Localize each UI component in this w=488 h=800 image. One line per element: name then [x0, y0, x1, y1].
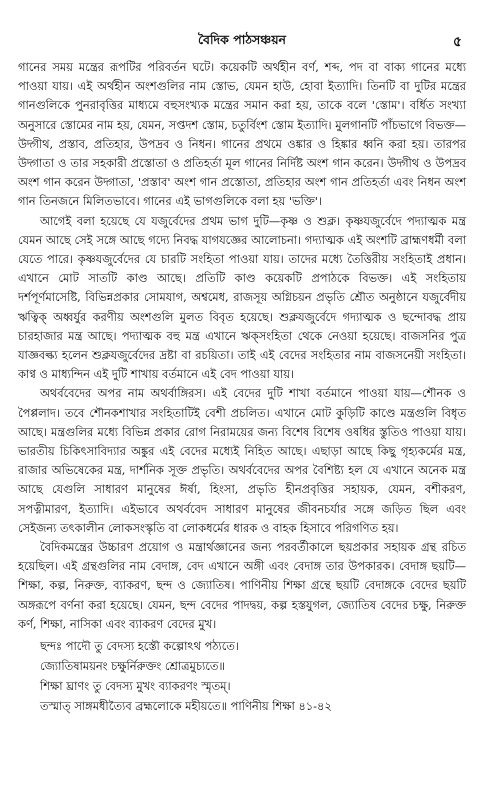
paragraph-vedanga: বৈদিকমন্ত্রের উচ্চারণ প্রয়োগ ও মন্ত্রার্থজ্ঞানের জন্য পরবর্তীকালে ছয়প্রকার সহায়ক গ্রন্থ রচিত হয়েছিল। এই গ্রন্থগুলির নাম বেদাঙ্গ, বেদ এখানে অঙ্গী এবং বেদাঙ্গ তার উপকারক। বেদাঙ্গ ছয়টি—শিক্ষা, কল্প, নিরুক্ত, ব্যাকরণ, ছন্দ ও জ্যোতিষ। পাণিনীয় শিক্ষা গ্রন্থে ছয়টি বেদাঙ্গকে বেদের ছয়টি অঙ্গরূপে বর্ণনা করা হয়েছে। যেমন, ছন্দ বেদের পাদদ্বয়, কল্প হস্তযুগল, জ্যোতিষ বেদের চক্ষু, নিরুক্ত কর্ণ, শিক্ষা, নাসিকা এবং ব্যাকরণ বেদের মুখ। — [18, 540, 466, 631]
paragraph-atharvaveda: অথর্ববেদের অপর নাম অথর্বাঙ্গিরস। এই বেদের দুটি শাখা বর্তমানে পাওয়া যায়—শৌনক ও পৈপ্পলাদ। তবে শৌনকশাখার সংহিতাটিই বেশী প্রচলিত। এখানে মোট কুড়িটি কাণ্ডে মন্ত্রগুলি বিধৃত আছে। মন্ত্রগুলির মধ্যে বিভিন্ন প্রকার রোগ নিরাময়ের জন্য বিশেষ বিশেষ ওষধির স্তুতিও পাওয়া যায়। ভারতীয় চিকিৎসাবিদ্যার অঙ্কুর এই বেদের মধ্যেই নিহিত আছে। এছাড়া আছে কিছু গৃহ্যকর্মের মন্ত্র, রাজার অভিষেকের মন্ত্র, দার্শনিক সূক্ত প্রভৃতি। অথর্ববেদের অপর বৈশিষ্ট্য হল যে এখানে অনেক মন্ত্র আছে যেগুলি সাধারণ মানুষের ঈর্ষা, হিংসা, প্রভৃতি হীনপ্রবৃত্তির সহায়ক, যেমন, বশীকরণ, সপত্নীমারণ, ইত্যাদি। এইভাবে অথর্ববেদ সাধারণ মানুষের জীবনচর্যার সঙ্গে জড়িত ছিল এবং সেইজন্য তৎকালীন লোকসংস্কৃতি বা লোকধর্মের ধারক ও বাহক হিসাবে পরিগণিত হয়। — [18, 386, 466, 535]
verse-line-with-citation: তস্মাত্ সাঙ্গমধীত্যৈব ব্রহ্মলোকে মহীয়তে॥ পাণিনীয় শিক্ষা ৪১-৪২ — [40, 699, 332, 714]
paragraph-saman-chant: গানের সময় মন্ত্রের রূপটির পরিবর্তন ঘটে। কয়েকটি অর্থহীন বর্ণ, শব্দ, পদ বা বাক্য গানের মধ্যে পাওয়া যায়। এই অর্থহীন অংশগুলির নাম স্তোভ, যেমন হাউ, হোবা ইত্যাদি। তিনটি বা দুটির মন্ত্রের গানগুলিকে পুনরাবৃত্তির মাধ্যমে বহুসংখ্যক মন্ত্রের সমান করা হয়, তাকে বলে 'স্তোম'। বর্ধিত সংখ্যা অনুসারে স্তোমের নাম হয়, যেমন, সপ্তদশ স্তোম, চতুর্বিংশ স্তোম ইত্যাদি। মুলগানটি পাঁচভাগে বিভক্ত—উদ্গীথ, প্রস্তাব, প্রতিহার, উপদ্রব ও নিধন। গানের প্রথমে ওঙ্কার ও হিঙ্কার ধ্বনি করা হয়। তারপর উদ্গাতা ও তার সহকারী প্রস্তোতা ও প্রতিহর্তা মূল গানের নির্দিষ্ট অংশ গান করেন। উদ্গীথ ও উপদ্রব অংশ গান করেন উদ্গাতা, 'প্রস্তাব' অংশ গান প্রস্তোতা, প্রতিহার অংশ গান প্রতিহর্তা এবং নিধন অংশ গান তিনজনে মিলিতভাবে। গানের এই ভাগগুলিকে বলা হয় 'ভক্তি'। — [18, 60, 466, 209]
sanskrit-verse-block — [18, 636, 466, 716]
page-number: ৫ — [452, 34, 462, 50]
verse-line: ছন্দঃ পাদৌ তু বেদস্য হস্তৌ কল্পোঽথ পঠ্যতে। — [40, 639, 239, 654]
verse-line: জ্যোতিষাময়নং চক্ষুর্নিরুক্তং শ্রোত্রমুচ্যতে॥ — [40, 659, 225, 674]
running-head: বৈদিক পাঠসঞ্চয়ন — [197, 32, 287, 47]
paragraph-yajurveda: আগেই বলা হয়েছে যে যজুর্বেদের প্রথম ভাগ দুটি—কৃষ্ণ ও শুক্ল। কৃষ্ণযজুর্বেদে পদ্যাত্মক মন্ত্র যেমন আছে সেই সঙ্গে আছে গদ্যে নিবদ্ধ যাগযজ্ঞের আলোচনা। গদ্যাত্মক এই অংশটি ব্রাহ্মণধর্মী বলা যেতে পারে। কৃষ্ণযজুর্বেদের যে চারটি সংহিতা পাওয়া যায়। তাদের মধ্যে তৈত্তিরীয় সংহিতাই প্রধান। এখানে মোট সাতটি কাণ্ড আছে। প্রতিটি কাণ্ড কয়েকটি প্রপাঠকে বিভক্ত। এই সংহিতায় দর্শপূর্ণমাসেষ্টি, বিভিন্নপ্রকার সোমযাগ, অশ্বমেধ, রাজসূয় অগ্নিচয়ন প্রভৃতি শ্রৌত অনুষ্ঠানে যজুর্বেদীয় ঋত্বিক্ অধ্বর্যুর করণীয় অংশগুলি মুলত বিবৃত হয়েছে। শুক্লযজুর্বেদে গদ্যাত্মক ও ছন্দোবদ্ধ প্রায় চারহাজার মন্ত্র আছে। পদ্যাত্মক বহু মন্ত্র এখানে ঋক্‌সংহিতা থেকে নেওয়া হয়েছে। বাজসনির পুত্র যাজ্ঞবল্ক্য হলেন শুক্লযজুর্বেদের দ্রষ্টা বা রচয়িতা। তাই এই বেদের সংহিতার নাম বাজসনেয়ী সংহিতা। কাণ্ব ও মাধ্যন্দিন এই দুটি শাখায় বর্তমানে এই বেদ পাওয়া যায়। — [18, 213, 466, 382]
page-header — [18, 30, 466, 52]
body-text — [18, 58, 466, 634]
verse-line: শিক্ষা ঘ্রাণং তু বেদস্য মুখং ব্যাকরণং স্মৃতম্। — [40, 679, 231, 694]
